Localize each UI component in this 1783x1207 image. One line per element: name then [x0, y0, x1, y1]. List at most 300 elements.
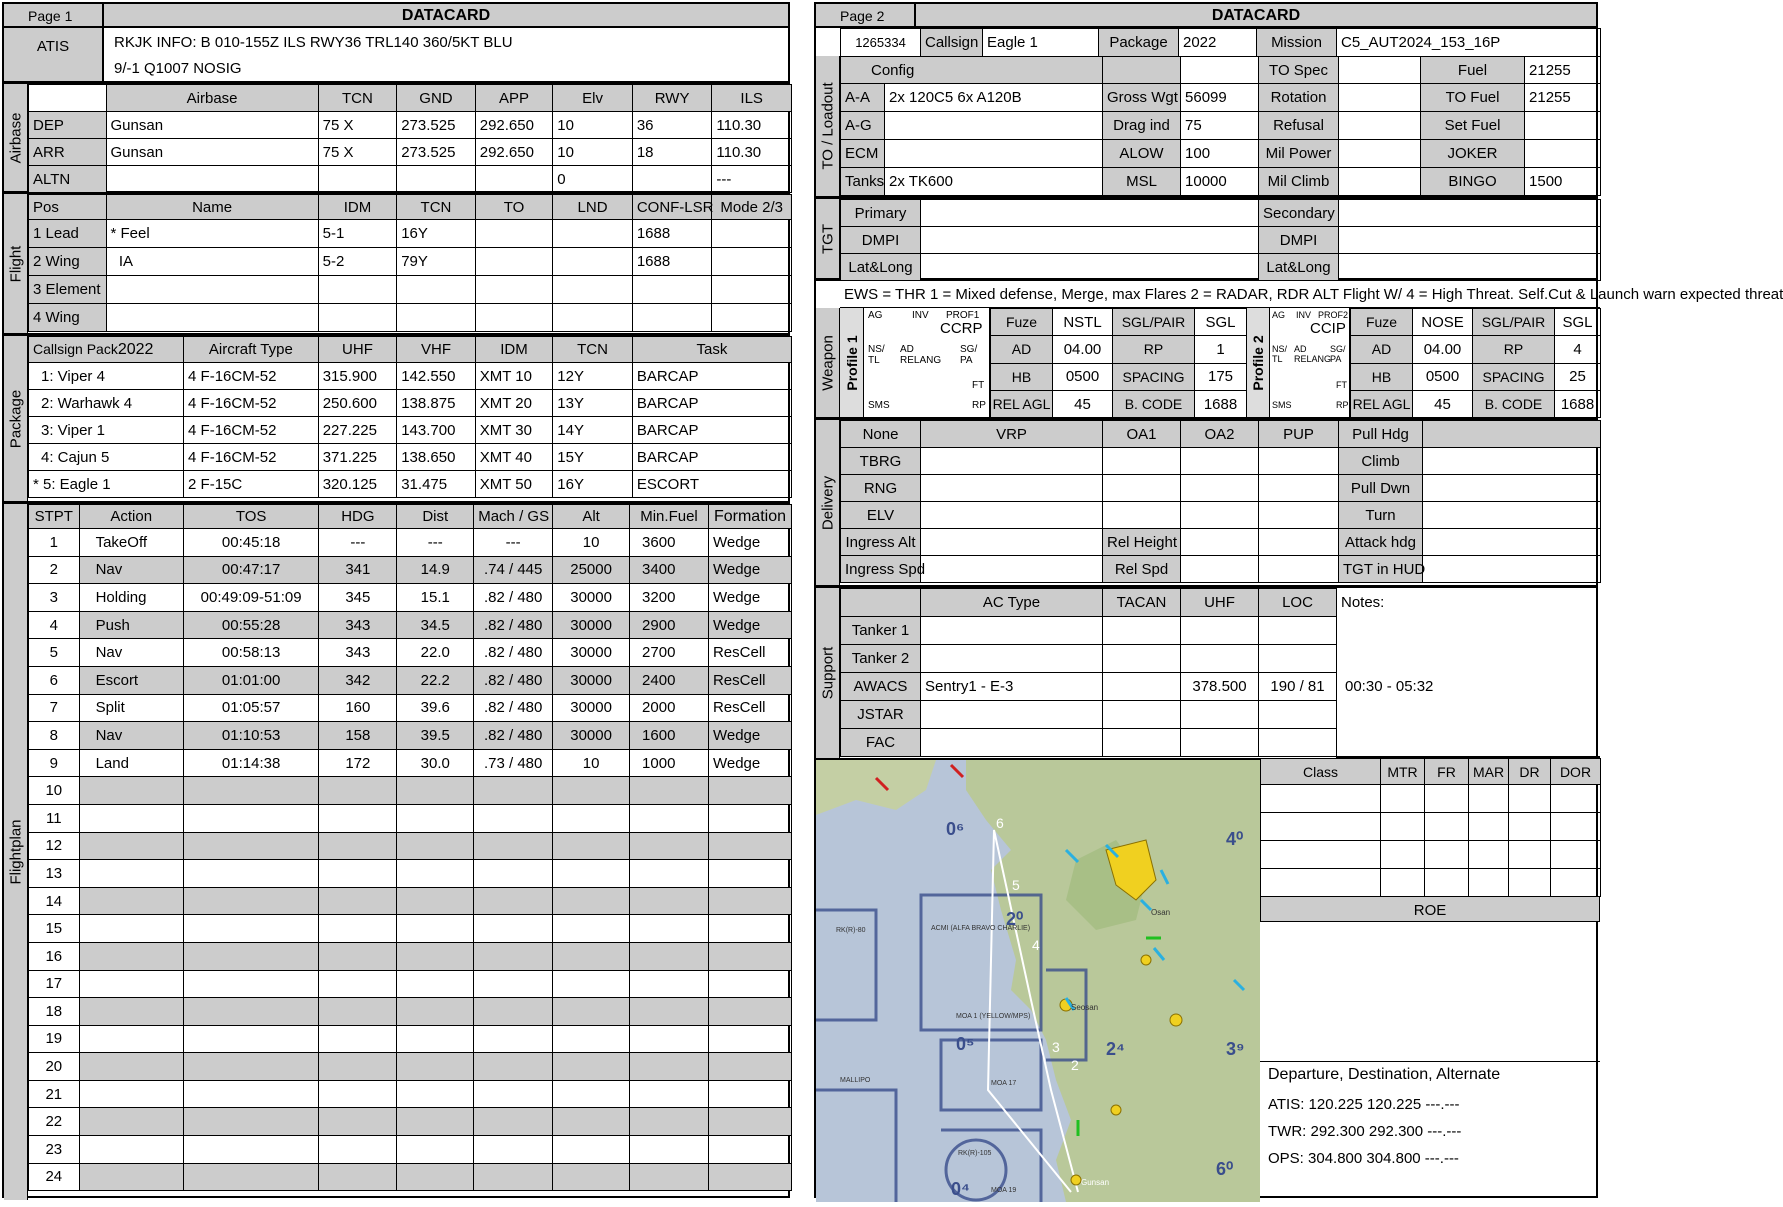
table-cell [319, 887, 397, 915]
table-cell: Gross Wgt [1103, 84, 1181, 112]
table-cell [1103, 673, 1181, 701]
table-cell: 110.30 [712, 112, 792, 139]
table-cell: 1000 [630, 749, 709, 777]
package-side-label: Package [4, 336, 28, 501]
svg-text:0⁶: 0⁶ [946, 819, 965, 839]
table-cell: 15.1 [397, 584, 474, 612]
table-cell [1181, 57, 1259, 84]
table-cell [319, 998, 397, 1026]
table-cell: 6 [29, 666, 80, 694]
table-cell: 21255 [1525, 57, 1601, 84]
table-cell: Holding [79, 584, 183, 612]
table-row [841, 168, 1601, 196]
table-cell: Eagle 1 [983, 29, 1099, 57]
comms-box [1260, 1062, 1600, 1200]
table-cell [1181, 645, 1259, 673]
table-row [841, 556, 1601, 583]
table-cell: 0500 [1053, 363, 1113, 390]
table-cell: 22 [29, 1108, 80, 1136]
table-cell [474, 1136, 553, 1164]
table-cell [1261, 813, 1381, 841]
table-cell: 5-1 [318, 220, 397, 248]
table-cell: REL AGL [1351, 390, 1413, 417]
table-cell: 1600 [630, 722, 709, 750]
table-cell [630, 804, 709, 832]
table-cell [79, 860, 183, 888]
comms-atis: ATIS: 120.225 120.225 ---.--- [1268, 1096, 1460, 1113]
column-header: DOR [1551, 759, 1601, 785]
table-cell [708, 942, 791, 970]
table-cell [1259, 617, 1337, 645]
comms-ops: OPS: 304.800 304.800 ---.--- [1268, 1150, 1459, 1167]
table-cell [183, 832, 319, 860]
flightplan-row [29, 1053, 792, 1081]
table-cell: 01:05:57 [183, 694, 319, 722]
svg-text:0⁴: 0⁴ [951, 1179, 970, 1199]
row-label: Tanker 1 [841, 617, 921, 645]
table-cell: * 5: Eagle 1 [29, 471, 184, 498]
table-cell: 0 [553, 166, 633, 193]
table-cell [1425, 813, 1469, 841]
table-cell [708, 998, 791, 1026]
table-cell: ResCell [708, 639, 791, 667]
table-cell [183, 970, 319, 998]
table-cell: Nav [79, 556, 183, 584]
table-cell: 11 [29, 804, 80, 832]
awacs-note: 00:30 - 05:32 [1345, 678, 1434, 695]
table-cell [1181, 502, 1259, 529]
flightplan-row [29, 1080, 792, 1108]
table-row [841, 617, 1337, 645]
roe-box [1260, 922, 1600, 1062]
table-row [841, 448, 1601, 475]
table-cell: 3600 [630, 529, 709, 557]
table-row [841, 84, 1601, 112]
table-cell [921, 617, 1103, 645]
table-cell [79, 1080, 183, 1108]
table-cell: Land [79, 749, 183, 777]
table-cell: 01:10:53 [183, 722, 319, 750]
column-header: VHF [397, 337, 476, 363]
flightplan-row [29, 666, 792, 694]
table-cell [183, 1053, 319, 1081]
table-cell: 250.600 [318, 390, 397, 417]
table-cell: .73 / 480 [474, 749, 553, 777]
route-map[interactable] [816, 758, 1260, 1200]
table-cell [183, 777, 319, 805]
flightplan-row [29, 556, 792, 584]
table-cell [712, 248, 792, 276]
table-row [841, 502, 1601, 529]
table-cell: None [841, 421, 921, 448]
flightplan-row [29, 1108, 792, 1136]
column-header: Aircraft Type [184, 337, 319, 363]
table-cell [1469, 869, 1509, 897]
table-row [841, 200, 1601, 227]
table-cell: 00:58:13 [183, 639, 319, 667]
table-cell: 2000 [630, 694, 709, 722]
weapon-section [816, 308, 1596, 420]
table-cell [1259, 448, 1339, 475]
flightplan-row [29, 722, 792, 750]
table-cell [397, 1163, 474, 1191]
table-cell [1259, 556, 1339, 583]
table-cell: 04.00 [1413, 336, 1473, 363]
column-header: LOC [1259, 589, 1337, 617]
table-cell: 17 [29, 970, 80, 998]
column-header: IDM [475, 337, 553, 363]
table-cell [553, 804, 630, 832]
column-header: DR [1509, 759, 1551, 785]
table-cell: SPACING [1473, 363, 1555, 390]
table-cell: 21255 [1525, 84, 1601, 112]
table-cell: .82 / 480 [474, 639, 553, 667]
table-cell: 175 [1195, 363, 1247, 390]
table-cell [397, 915, 474, 943]
table-cell: ESCORT [632, 471, 791, 498]
flightplan-row [29, 915, 792, 943]
table-cell: Mil Climb [1259, 168, 1339, 196]
table-row [1261, 813, 1601, 841]
table-cell [1181, 475, 1259, 502]
table-cell [319, 1163, 397, 1191]
table-cell: 5 [29, 639, 80, 667]
svg-text:Osan: Osan [1151, 908, 1171, 917]
column-header: Airbase [106, 85, 318, 112]
table-cell: XMT 10 [475, 363, 553, 390]
table-cell [397, 998, 474, 1026]
svg-text:6: 6 [996, 815, 1004, 831]
table-cell: TakeOff [79, 529, 183, 557]
table-cell [708, 860, 791, 888]
table-cell [553, 276, 633, 304]
table-cell: --- [397, 529, 474, 557]
table-cell: 39.6 [397, 694, 474, 722]
table-row [29, 85, 792, 112]
atis-label: ATIS [4, 28, 104, 81]
table-cell [630, 887, 709, 915]
table-cell: 00:47:17 [183, 556, 319, 584]
table-cell: --- [319, 529, 397, 557]
table-row [1261, 759, 1601, 785]
svg-text:0⁵: 0⁵ [956, 1034, 975, 1054]
table-cell: 345 [319, 584, 397, 612]
table-cell: BARCAP [632, 444, 791, 471]
table-cell: 10 [553, 529, 630, 557]
table-cell: Lat&Long [1259, 254, 1339, 281]
table-cell: 18 [632, 139, 712, 166]
flightplan-row [29, 639, 792, 667]
profile-1-mode: CCRP [940, 320, 983, 337]
table-cell [1509, 813, 1551, 841]
package-table [28, 336, 792, 498]
table-cell: 10 [553, 112, 633, 139]
profile-2-mode: CCIP [1310, 320, 1346, 337]
table-cell [183, 804, 319, 832]
table-cell [553, 915, 630, 943]
table-cell: Mil Power [1259, 140, 1339, 168]
column-header: TACAN [1103, 589, 1181, 617]
table-row [29, 166, 792, 193]
table-row [29, 337, 792, 363]
table-cell [319, 1025, 397, 1053]
table-cell: 30000 [553, 611, 630, 639]
column-header: HDG [319, 505, 397, 529]
table-cell: 4 F-16CM-52 [184, 390, 319, 417]
table-cell: 1500 [1525, 168, 1601, 196]
table-cell: 2400 [630, 666, 709, 694]
table-cell [630, 860, 709, 888]
table-cell: 01:14:38 [183, 749, 319, 777]
table-cell: 0500 [1413, 363, 1473, 390]
profile-2-table [1350, 308, 1601, 418]
table-cell: 292.650 [475, 112, 553, 139]
table-cell [1525, 112, 1601, 140]
table-cell: ResCell [708, 694, 791, 722]
table-cell [1181, 617, 1259, 645]
table-cell [79, 804, 183, 832]
column-header: Mach / GS [474, 505, 553, 529]
flightplan-row [29, 970, 792, 998]
table-cell: 2900 [630, 611, 709, 639]
table-cell [921, 556, 1103, 583]
page1-label: Page 1 [4, 4, 104, 26]
table-cell [708, 804, 791, 832]
row-label: ALTN [29, 166, 107, 193]
svg-text:4⁰: 4⁰ [1226, 829, 1244, 849]
table-cell: 30000 [553, 639, 630, 667]
table-cell: 13Y [553, 390, 633, 417]
svg-text:4: 4 [1032, 937, 1040, 953]
table-cell [553, 998, 630, 1026]
table-cell: 2022 [1179, 29, 1257, 57]
table-cell: TBRG [841, 448, 921, 475]
table-cell: 1688 [1195, 390, 1247, 417]
table-cell: OA2 [1181, 421, 1259, 448]
table-cell: Nav [79, 722, 183, 750]
flightplan-section [4, 504, 788, 1200]
table-cell: 320.125 [318, 471, 397, 498]
flightplan-row [29, 1163, 792, 1191]
table-cell: 14Y [553, 417, 633, 444]
table-row [1351, 363, 1601, 390]
table-row [29, 112, 792, 139]
table-cell: DMPI [1259, 227, 1339, 254]
page1-title: DATACARD [104, 4, 788, 26]
table-cell [1259, 529, 1339, 556]
profile-2-label: Profile 2 [1246, 308, 1270, 417]
table-cell [1423, 421, 1601, 448]
table-cell [1339, 140, 1421, 168]
svg-text:2: 2 [1071, 1057, 1079, 1073]
table-cell [1469, 813, 1509, 841]
flightplan-row [29, 998, 792, 1026]
table-cell [1259, 502, 1339, 529]
svg-text:Seosan: Seosan [1071, 1003, 1099, 1012]
table-cell: 4 F-16CM-52 [184, 444, 319, 471]
table-cell: 3 [29, 584, 80, 612]
svg-text:5: 5 [1012, 877, 1020, 893]
column-header: UHF [1181, 589, 1259, 617]
row-label: Tanker 2 [841, 645, 921, 673]
table-cell: A-G [841, 112, 885, 140]
table-cell: 30000 [553, 694, 630, 722]
table-cell [1423, 556, 1601, 583]
table-cell [397, 166, 476, 193]
table-cell: --- [474, 529, 553, 557]
table-cell: 30000 [553, 666, 630, 694]
table-cell [921, 701, 1103, 729]
table-cell: 7 [29, 694, 80, 722]
column-header: APP [475, 85, 553, 112]
column-header: STPT [29, 505, 80, 529]
column-header: Dist [397, 505, 474, 529]
table-cell [397, 1108, 474, 1136]
table-cell: 2x TK600 [885, 168, 1103, 196]
column-header: RWY [632, 85, 712, 112]
table-cell: 12Y [553, 363, 633, 390]
page1-header [4, 4, 788, 28]
table-cell: BINGO [1421, 168, 1525, 196]
table-cell [1381, 785, 1425, 813]
table-cell: 138.650 [397, 444, 476, 471]
table-cell: Wedge [708, 749, 791, 777]
table-cell: 2700 [630, 639, 709, 667]
table-cell [397, 887, 474, 915]
table-cell [1259, 475, 1339, 502]
table-cell [921, 448, 1103, 475]
table-cell [319, 1053, 397, 1081]
delivery-side-label: Delivery [816, 420, 840, 585]
table-cell: 343 [319, 639, 397, 667]
table-cell: 341 [319, 556, 397, 584]
table-cell: VRP [921, 421, 1103, 448]
table-cell [183, 1136, 319, 1164]
table-cell [1103, 57, 1181, 84]
table-cell: 10 [29, 777, 80, 805]
weapon-side-label: Weapon [816, 308, 840, 417]
table-cell: RNG [841, 475, 921, 502]
table-cell: REL AGL [991, 390, 1053, 417]
table-cell: 16 [29, 942, 80, 970]
table-cell [708, 1053, 791, 1081]
table-cell [1551, 869, 1601, 897]
table-cell [1425, 869, 1469, 897]
table-cell: OA1 [1103, 421, 1181, 448]
table-cell: 190 / 81 [1259, 673, 1337, 701]
table-cell: 378.500 [1181, 673, 1259, 701]
table-cell: 16Y [397, 220, 476, 248]
comms-title: Departure, Destination, Alternate [1268, 1066, 1501, 1083]
table-row [841, 529, 1601, 556]
table-cell: ResCell [708, 666, 791, 694]
table-cell [553, 1136, 630, 1164]
table-cell: ALOW [1103, 140, 1181, 168]
table-row [1261, 841, 1601, 869]
column-header [29, 337, 184, 363]
table-cell: Rel Spd [1103, 556, 1181, 583]
atis-line-1: RKJK INFO: B 010-155Z ILS RWY36 TRL140 360/5KT BLU [114, 34, 513, 51]
flight-table [28, 194, 792, 332]
table-cell: 22.2 [397, 666, 474, 694]
svg-text:6⁰: 6⁰ [1216, 1159, 1234, 1179]
flight-section [4, 194, 788, 336]
atis-line-2: 9/-1 Q1007 NOSIG [114, 60, 242, 77]
table-cell [1551, 813, 1601, 841]
page2-label: Page 2 [816, 4, 916, 26]
table-cell [397, 942, 474, 970]
table-cell [79, 887, 183, 915]
table-cell [79, 915, 183, 943]
table-cell: XMT 40 [475, 444, 553, 471]
table-row [29, 248, 792, 276]
table-cell: 75 [1181, 112, 1259, 140]
table-cell: SGL/PAIR [1473, 309, 1555, 336]
delivery-section [816, 420, 1596, 588]
table-cell [1381, 813, 1425, 841]
table-cell: RP [1473, 336, 1555, 363]
table-cell [553, 1108, 630, 1136]
flightplan-row [29, 942, 792, 970]
tgt-table [840, 199, 1601, 281]
table-cell [708, 777, 791, 805]
column-header: AC Type [921, 589, 1103, 617]
column-header: Formation [708, 505, 791, 529]
support-section [816, 588, 1596, 758]
table-cell [474, 860, 553, 888]
table-cell [319, 1108, 397, 1136]
table-cell [183, 942, 319, 970]
table-cell: 227.225 [318, 417, 397, 444]
table-cell: Rotation [1259, 84, 1339, 112]
datacard-page-1 [2, 2, 790, 1198]
table-cell: Sentry1 - E-3 [921, 673, 1103, 701]
table-cell: * Feel [106, 220, 318, 248]
table-cell: 75 X [318, 112, 397, 139]
package-section [4, 336, 788, 504]
table-cell: 18 [29, 998, 80, 1026]
table-cell [397, 832, 474, 860]
table-cell: 143.700 [397, 417, 476, 444]
table-cell [1339, 112, 1421, 140]
table-cell: Fuel [1421, 57, 1525, 84]
table-cell: TO Fuel [1421, 84, 1525, 112]
table-cell: 24 [29, 1163, 80, 1191]
row-label: 2 Wing [29, 248, 107, 276]
table-cell [921, 254, 1259, 281]
table-cell [319, 915, 397, 943]
table-cell: 4 F-16CM-52 [184, 363, 319, 390]
table-cell [475, 304, 553, 332]
table-cell [1103, 645, 1181, 673]
table-cell [1259, 645, 1337, 673]
support-notes [1336, 588, 1600, 758]
page2-header [816, 4, 1596, 28]
table-cell [79, 1025, 183, 1053]
table-cell [397, 1025, 474, 1053]
column-header: IDM [318, 195, 397, 220]
table-cell: Mission [1257, 29, 1337, 57]
flightplan-row [29, 694, 792, 722]
table-cell [553, 1080, 630, 1108]
table-cell: Primary [841, 200, 921, 227]
table-cell [318, 304, 397, 332]
table-cell [708, 1080, 791, 1108]
table-cell [319, 832, 397, 860]
table-cell: 15Y [553, 444, 633, 471]
table-cell: 273.525 [397, 139, 476, 166]
table-cell: 4 [29, 611, 80, 639]
